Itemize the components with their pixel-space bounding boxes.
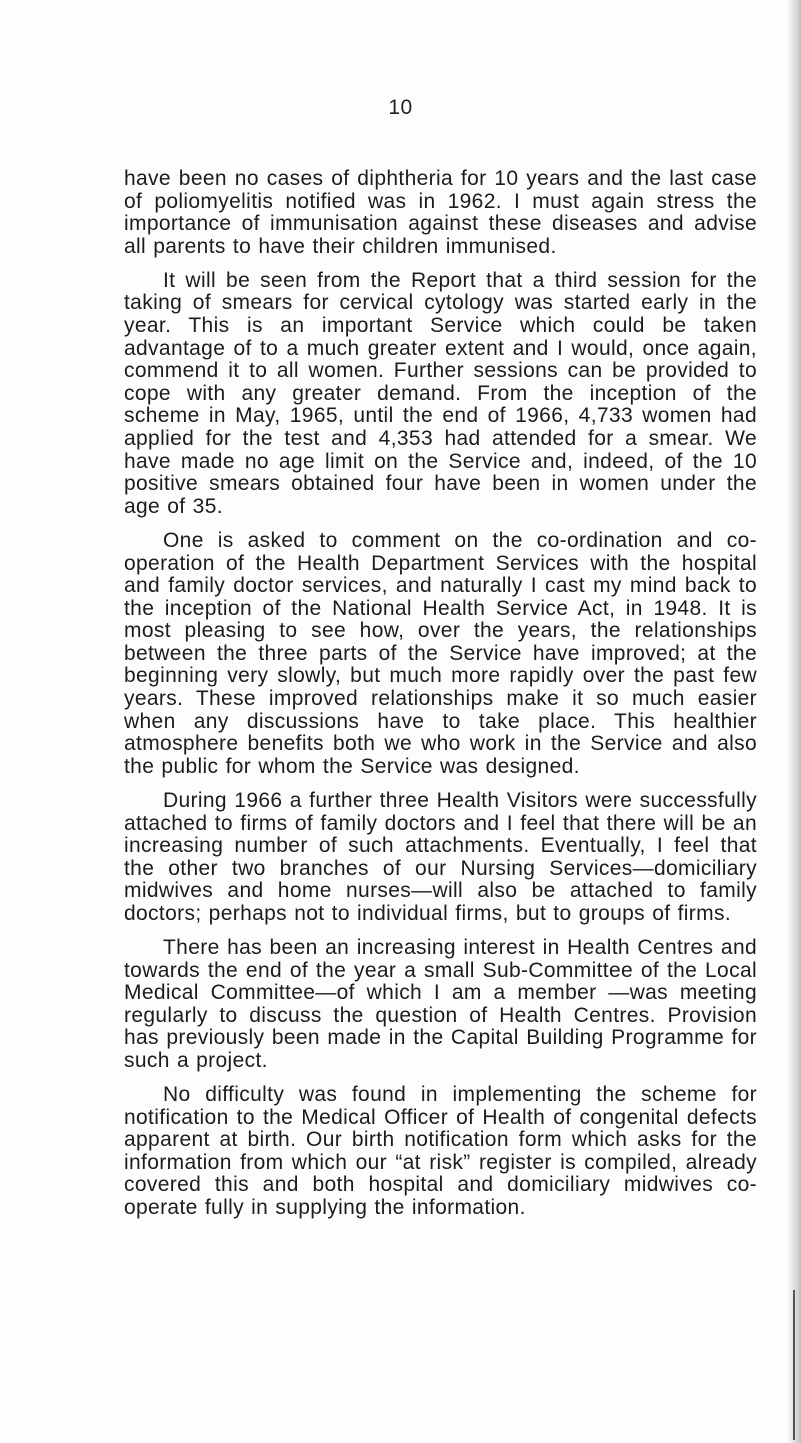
paragraph-health-visitors: During 1966 a further three Health Visitors were successfully attached to firms of family doctors and I feel that there will be an increasing number of such attachments. Eventually, I feel that the other two branches of our Nursing Services—domiciliary midwives and home nurses—will also be attached to family doctors; perhaps not to individual firms, but to groups of firms.: [124, 788, 757, 925]
paragraph-co-ordination: One is asked to comment on the co-ordination and co-operation of the Health Department Services with the hospital and family doctor services, and naturally I cast my mind back to the inception of the National Health Service Act, in 1948. It is most pleasing to see how, over the years, the relationships between the three parts of the Service have improved; at the beginning very slowly, but much more rapidly over the past few years. These improved relationships make it so much easier when any discussions have to take place. This healthier atmosphere benefits both we who work in the Service and also the public for whom the Service was designed.: [124, 528, 757, 778]
paragraph-congenital-defects: No difficulty was found in implementing the scheme for notification to the Medical Officer of Health of congenital defects apparent at birth. Our birth notification form which asks for the information from which our “at risk” register is compiled, already covered this and both hospital and domiciliary midwives co-operate fully in supplying the information.: [124, 1083, 757, 1220]
page-number: 10: [388, 96, 413, 119]
page-edge-line: [793, 1290, 795, 1440]
paragraph-cervical-cytology: It will be seen from the Report that a third session for the taking of smears for cervical cytology was started early in the year. This is an important Service which could be taken advantage of to a much greater extent and I would, once again, commend it to all women. Further sessions can be provided to cope with any greater demand. From the inception of the scheme in May, 1965, until the end of 1966, 4,733 women had applied for the test and 4,353 had attended for a smear. We have made no age limit on the Service and, indeed, of the 10 positive smears obtained four have been in women under the age of 35.: [124, 268, 757, 518]
body-text: [124, 168, 757, 1231]
paragraph-health-centres: There has been an increasing interest in Health Centres and towards the end of the year a small Sub-Committee of the Local Medical Committee—of which I am a member —was meeting regularly to discuss the question of Health Centres. Provision has previously been made in the Capital Building Programme for such a project.: [124, 936, 757, 1072]
paragraph-diphtheria-continuation: have been no cases of diphtheria for 10 years and the last case of poliomyelitis notified was in 1962. I must again stress the importance of immunisation against these diseases and advise all parents to have their children immunised.: [124, 167, 757, 258]
page-edge-shadow: [787, 0, 801, 1443]
